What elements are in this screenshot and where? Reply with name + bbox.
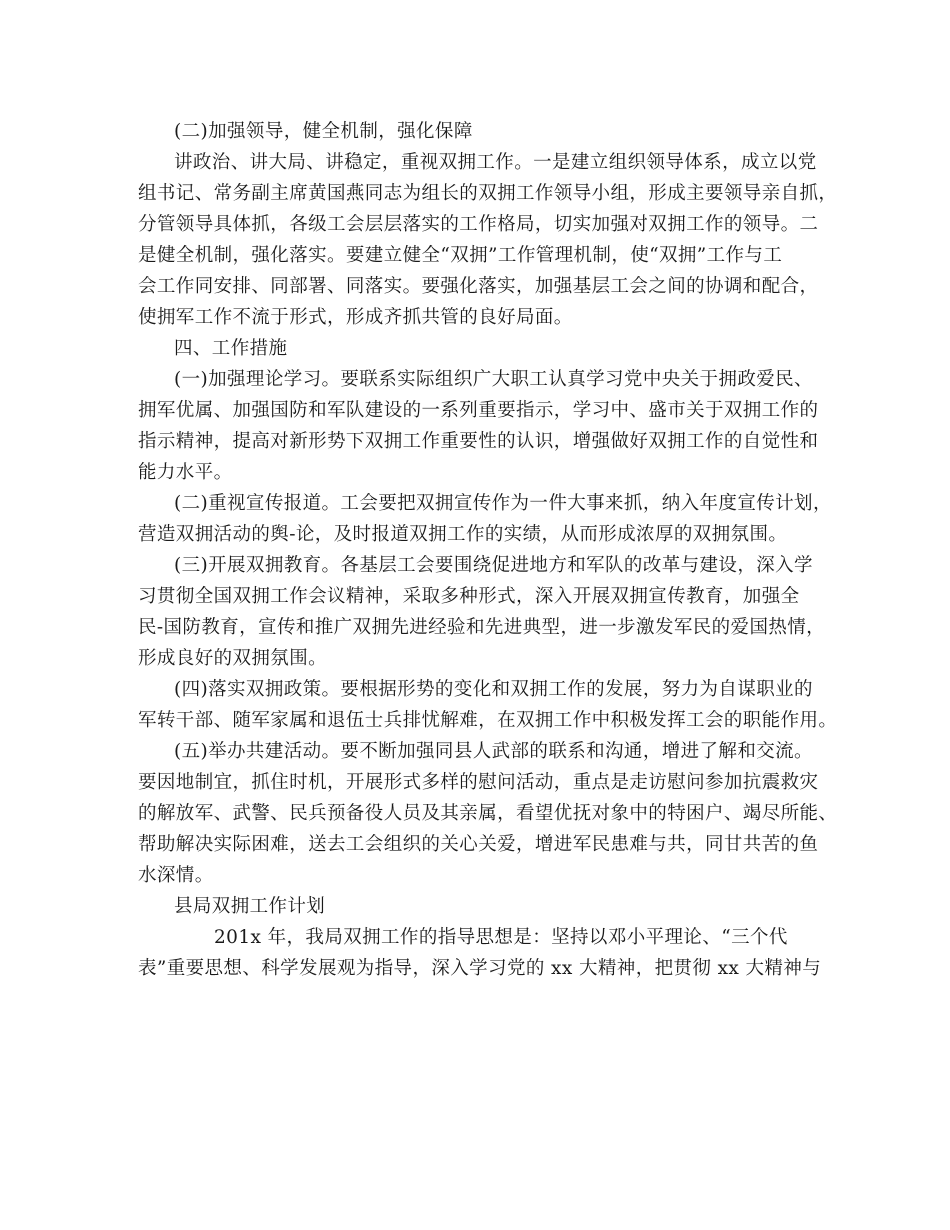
paragraph-line: (五)举办共建活动。要不断加强同县人武部的联系和沟通，增进了解和交流。 xyxy=(174,741,813,762)
paragraph-line: 201x 年，我局双拥工作的指导思想是：坚持以邓小平理论、“三个代 xyxy=(214,927,788,948)
paragraph-line: 的解放军、武警、民兵预备役人员及其亲属，看望优抚对象中的特困户、竭尽所能、 xyxy=(138,803,838,824)
paragraph-line: 使拥军工作不流于形式，形成齐抓共管的良好局面。 xyxy=(138,307,573,328)
paragraph-line: 军转干部、随军家属和退伍士兵排忧解难，在双拥工作中积极发挥工会的职能作用。 xyxy=(138,710,838,731)
paragraph-line: 表”重要思想、科学发展观为指导，深入学习党的 xx 大精神，把贯彻 xx 大精神与 xyxy=(138,958,822,979)
paragraph-line: (一)加强理论学习。要联系实际组织广大职工认真学习党中央关于拥政爱民、 xyxy=(174,369,813,390)
paragraph-line: (三)开展双拥教育。各基层工会要围绕促进地方和军队的改革与建设，深入学 xyxy=(174,555,813,576)
paragraph-line: 会工作同安排、同部署、同落实。要强化落实，加强基层工会之间的协调和配合， xyxy=(138,276,819,297)
paragraph-line: 习贯彻全国双拥工作会议精神，采取多种形式，深入开展双拥宣传教育，加强全 xyxy=(138,586,800,607)
paragraph-line: 帮助解决实际困难，送去工会组织的关心关爱，增进军民患难与共，同甘共苦的鱼 xyxy=(138,834,819,855)
section-heading: 县局双拥工作计划 xyxy=(174,896,326,917)
paragraph-line: 形成良好的双拥氛围。 xyxy=(138,648,328,669)
paragraph-line: (二)重视宣传报道。工会要把双拥宣传作为一件大事来抓，纳入年度宣传计划， xyxy=(174,493,832,514)
paragraph-line: 要因地制宜，抓住时机，开展形式多样的慰问活动，重点是走访慰问参加抗震救灾 xyxy=(138,772,819,793)
paragraph-line: 讲政治、讲大局、讲稳定，重视双拥工作。一是建立组织领导体系，成立以党 xyxy=(174,152,817,173)
paragraph-line: 民-国防教育，宣传和推广双拥先进经验和先进典型，进一步激发军民的爱国热情， xyxy=(138,617,826,638)
paragraph-line: 能力水平。 xyxy=(138,462,233,483)
paragraph-line: 水深情。 xyxy=(138,865,214,886)
paragraph-line: 分管领导具体抓，各级工会层层落实的工作格局，切实加强对双拥工作的领导。二 xyxy=(138,214,819,235)
section-heading: 四、工作措施 xyxy=(174,338,288,359)
paragraph-line: (四)落实双拥政策。要根据形势的变化和双拥工作的发展，努力为自谋职业的 xyxy=(174,679,813,700)
section-heading: (二)加强领导，健全机制，强化保障 xyxy=(174,121,473,142)
paragraph-line: 组书记、常务副主席黄国燕同志为组长的双拥工作领导小组，形成主要领导亲自抓， xyxy=(138,183,838,204)
paragraph-line: 是健全机制，强化落实。要建立健全“双拥”工作管理机制，使“双拥”工作与工 xyxy=(138,245,783,266)
paragraph-line: 指示精神，提高对新形势下双拥工作重要性的认识，增强做好双拥工作的自觉性和 xyxy=(138,431,819,452)
paragraph-line: 营造双拥活动的舆-论，及时报道双拥工作的实绩，从而形成浓厚的双拥氛围。 xyxy=(138,524,788,545)
paragraph-line: 拥军优属、加强国防和军队建设的一系列重要指示，学习中、盛市关于双拥工作的 xyxy=(138,400,819,421)
